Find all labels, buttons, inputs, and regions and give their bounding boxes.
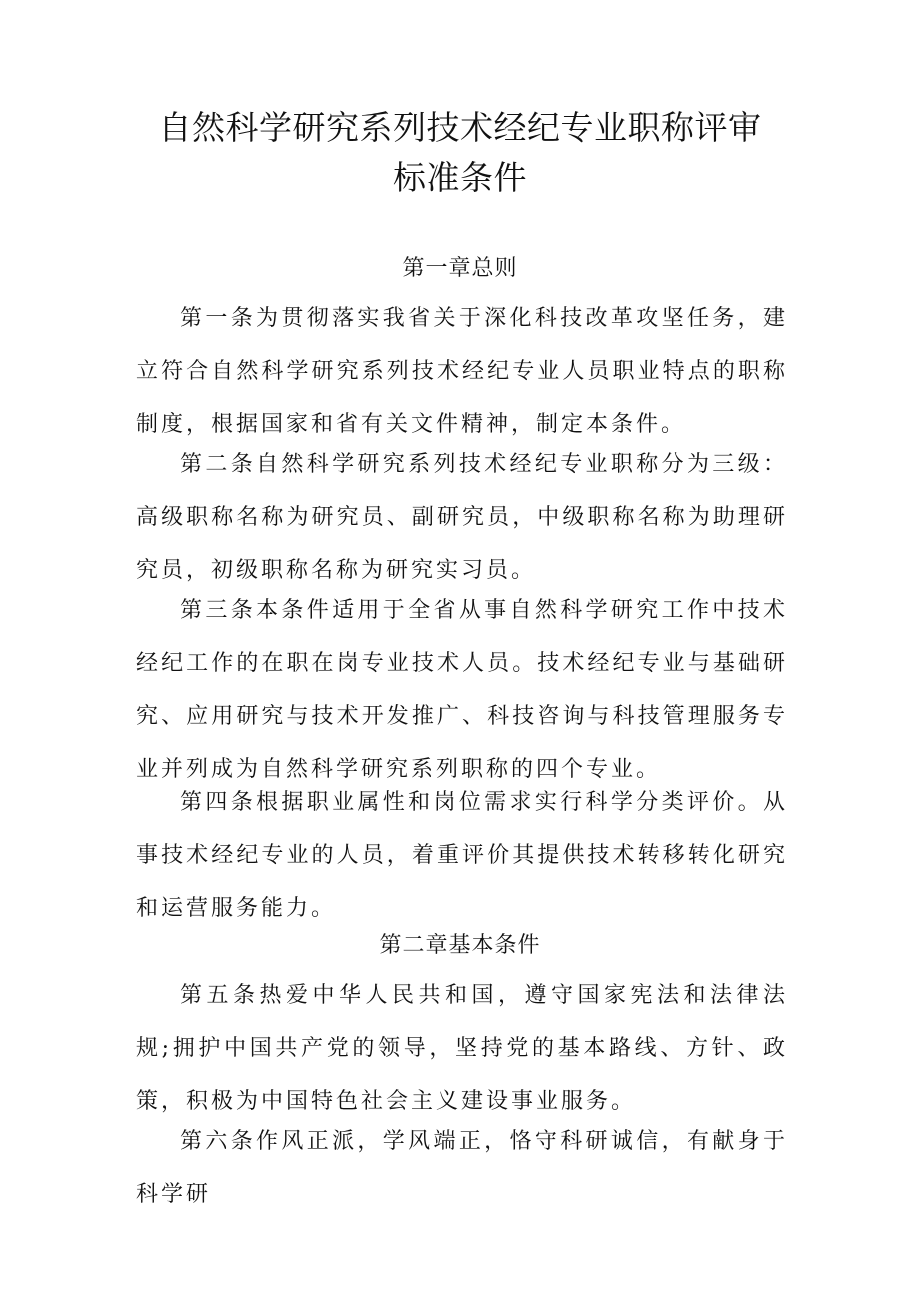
chapter-heading-2: 第二章基本条件 (379, 933, 541, 958)
article-2: 第二条自然科学研究系列技术经纪专业职称分为三级：高级职称名称为研究员、副研究员，中级职称名称为助理研究员，初级职称名称为研究实习员。 (136, 452, 788, 583)
document-title-line-1: 自然科学研究系列技术经纪专业职称评审 (158, 108, 762, 147)
document-title-line-2: 标准条件 (393, 158, 527, 197)
article-1: 第一条为贯彻落实我省关于深化科技改革攻坚任务，建立符合自然科学研究系列技术经纪专业人员职业特点的职称制度，根据国家和省有关文件精神，制定本条件。 (136, 306, 788, 437)
article-3: 第三条本条件适用于全省从事自然科学研究工作中技术经纪工作的在职在岗专业技术人员。技术经纪专业与基础研究、应用研究与技术开发推广、科技咨询与科技管理服务专业并列成为自然科学研究系列职称的四个专业。 (136, 598, 788, 782)
article-5: 第五条热爱中华人民共和国，遵守国家宪法和法律法规;拥护中国共产党的领导，坚持党的基本路线、方针、政策，积极为中国特色社会主义建设事业服务。 (136, 983, 788, 1114)
chapter-heading-1: 第一章总则 (402, 256, 518, 281)
article-4: 第四条根据职业属性和岗位需求实行科学分类评价。从事技术经纪专业的人员，着重评价其提供技术转移转化研究和运营服务能力。 (136, 790, 788, 921)
article-6: 第六条作风正派，学风端正，恪守科研诚信，有献身于科学研 (136, 1129, 788, 1207)
